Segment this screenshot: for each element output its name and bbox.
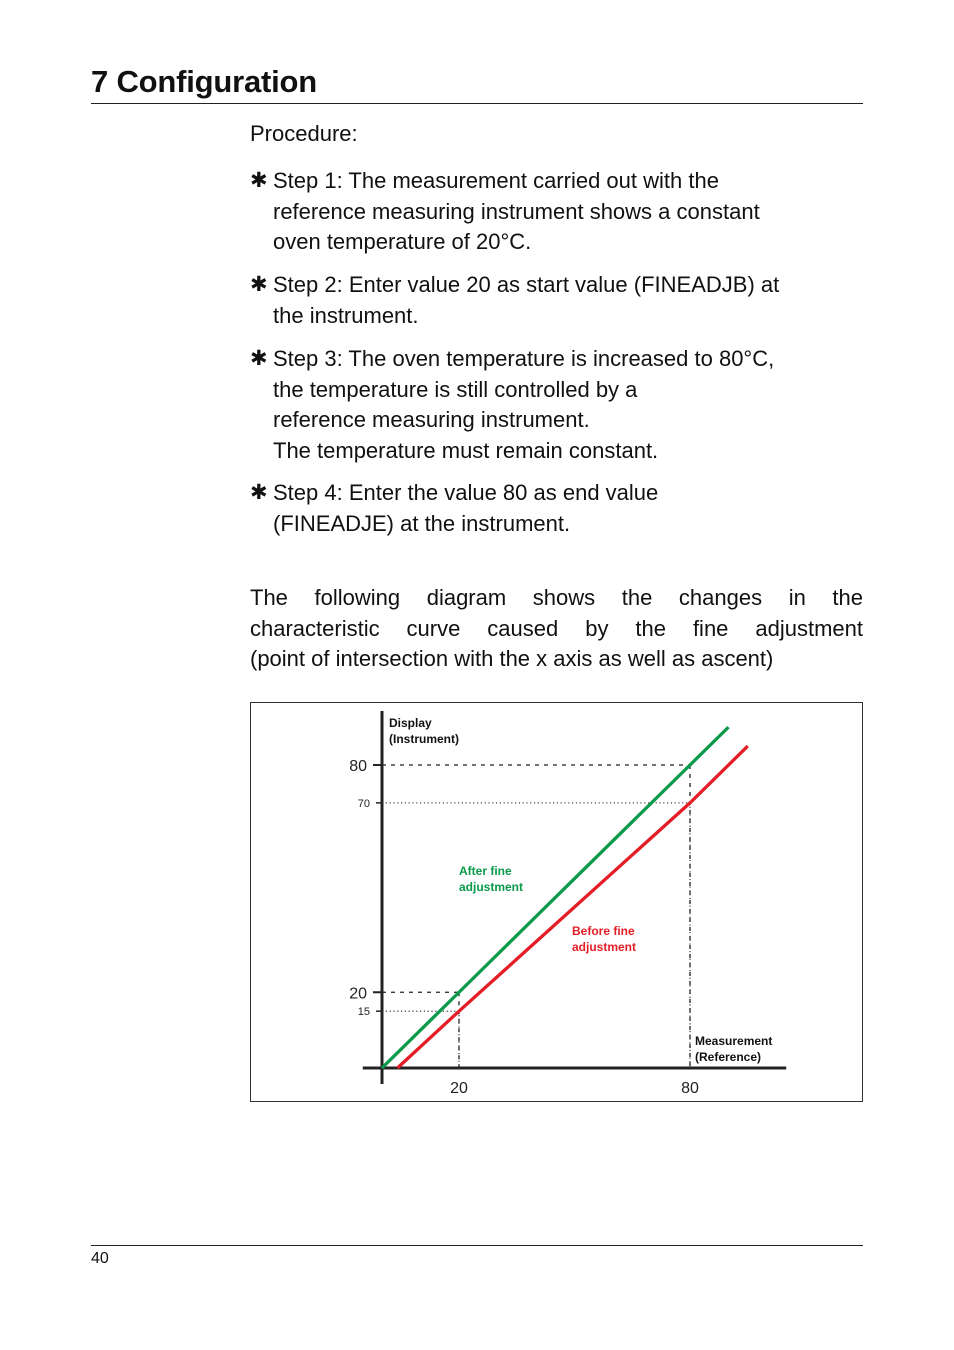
step-2-line-2: the instrument. <box>273 302 419 328</box>
footer-rule <box>91 1245 863 1246</box>
series-line-after <box>382 727 729 1068</box>
y-minor-tick-label-15: 15 <box>357 1006 370 1019</box>
series-line-before <box>397 746 747 1068</box>
y-axis-label-line-1: Display <box>389 716 432 730</box>
x-axis-label-line-2: (Reference) <box>695 1050 762 1064</box>
series-label-after-line-2: adjustment <box>459 880 524 894</box>
step-2-line-1: Step 2: Enter value 20 as start value (FINEADJB) at <box>273 272 780 297</box>
asterisk-bullet-icon: ✱ <box>250 347 268 370</box>
step-4-line-1: Step 4: Enter the value 80 as end value <box>273 480 659 505</box>
intro-line-2: characteristic curve caused by the fine adjustment <box>250 615 863 641</box>
step-2 <box>250 270 870 331</box>
series-label-before-line-1: Before fine <box>572 924 635 938</box>
page-title: 7 Configuration <box>91 64 318 99</box>
y-minor-tick-label-70: 70 <box>357 797 370 810</box>
asterisk-bullet-icon: ✱ <box>250 481 268 504</box>
intro-line-3: (point of intersection with the x axis as well as ascent) <box>250 646 774 671</box>
step-1-line-1: Step 1: The measurement carried out with the <box>273 168 719 193</box>
procedure-label: Procedure: <box>250 121 358 146</box>
series-label-before-line-2: adjustment <box>572 940 637 954</box>
step-1-line-3: oven temperature of 20°C. <box>273 229 532 254</box>
intro-line-1: The following diagram shows the changes in the <box>250 585 863 610</box>
step-4-line-2: (FINEADJE) at the instrument. <box>273 510 571 536</box>
header-rule <box>91 103 863 104</box>
step-1-line-2: reference measuring instrument shows a constant <box>273 198 760 224</box>
step-1 <box>250 166 870 258</box>
step-3-line-3: reference measuring instrument. <box>273 407 590 432</box>
page-number: 40 <box>91 1250 109 1267</box>
x-tick-label-20: 20 <box>450 1080 468 1097</box>
step-4 <box>250 478 870 539</box>
step-3-line-4: The temperature must remain constant. <box>273 437 659 463</box>
step-3 <box>250 344 870 466</box>
step-3-line-1: Step 3: The oven temperature is increased to 80°C, <box>273 346 775 371</box>
step-3-line-2: the temperature is still controlled by a <box>273 376 638 402</box>
y-axis-label-line-2: (Instrument) <box>389 732 459 746</box>
series-label-after-line-1: After fine <box>459 864 512 878</box>
x-axis-label-line-1: Measurement <box>695 1034 773 1048</box>
intro-paragraph <box>250 583 863 675</box>
y-tick-label-80: 80 <box>349 758 367 775</box>
x-tick-label-80: 80 <box>681 1080 699 1097</box>
y-tick-label-20: 20 <box>349 985 367 1003</box>
adjustment-diagram <box>250 702 863 1102</box>
asterisk-bullet-icon: ✱ <box>250 273 268 296</box>
adjustment-chart <box>251 703 862 1101</box>
asterisk-bullet-icon: ✱ <box>250 169 268 192</box>
